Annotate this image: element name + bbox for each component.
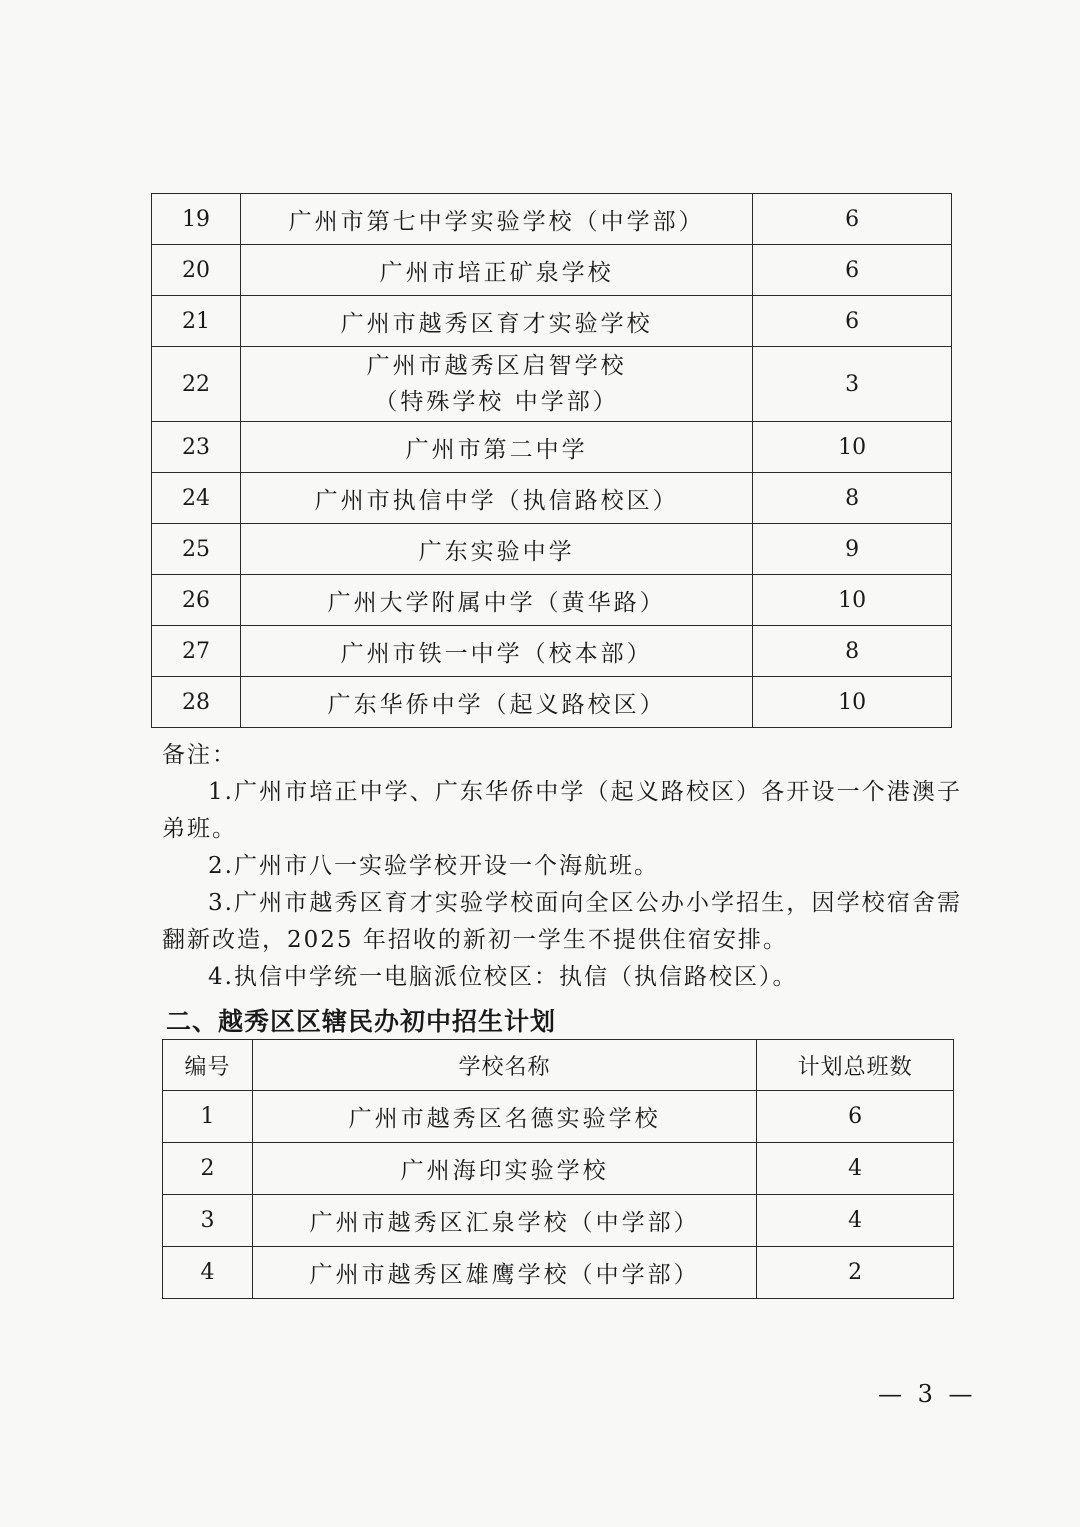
header-number: 编号 <box>163 1040 253 1091</box>
class-count: 6 <box>753 194 952 245</box>
class-count: 4 <box>757 1195 954 1247</box>
row-number: 25 <box>152 524 241 575</box>
school-name: 广东华侨中学（起义路校区） <box>240 677 752 728</box>
row-number: 26 <box>152 575 241 626</box>
school-name: 广州市第七中学实验学校（中学部） <box>240 194 752 245</box>
table-row <box>152 473 952 524</box>
school-name: 广东实验中学 <box>240 524 752 575</box>
table-row <box>163 1143 954 1195</box>
school-name: 广州市铁一中学（校本部） <box>240 626 752 677</box>
section-heading: 二、越秀区区辖民办初中招生计划 <box>166 1007 557 1036</box>
row-number: 4 <box>163 1247 253 1299</box>
school-name: 广州市越秀区名德实验学校 <box>252 1091 756 1143</box>
row-number: 2 <box>163 1143 253 1195</box>
row-number: 19 <box>152 194 241 245</box>
row-number: 21 <box>152 296 241 347</box>
remark-item-2: 2.广州市八一实验学校开设一个海航班。 <box>208 853 659 879</box>
class-count: 6 <box>757 1091 954 1143</box>
table-row <box>152 677 952 728</box>
row-number: 3 <box>163 1195 253 1247</box>
row-number: 24 <box>152 473 241 524</box>
table-row <box>152 626 952 677</box>
remark-item-1: 1.广州市培正中学、广东华侨中学（起义路校区）各开设一个港澳子弟班。 <box>162 779 962 842</box>
remarks-section <box>162 737 962 996</box>
school-name: 广州市越秀区育才实验学校 <box>240 296 752 347</box>
private-school-plan-table <box>162 1039 954 1299</box>
table-row <box>152 524 952 575</box>
row-number: 28 <box>152 677 241 728</box>
school-name: 广州市第二中学 <box>240 422 752 473</box>
school-name: 广州市培正矿泉学校 <box>240 245 752 296</box>
class-count: 3 <box>753 347 952 422</box>
class-count: 2 <box>757 1247 954 1299</box>
class-count: 10 <box>753 677 952 728</box>
header-school-name: 学校名称 <box>252 1040 756 1091</box>
school-name: 广州海印实验学校 <box>252 1143 756 1195</box>
school-name <box>240 347 752 422</box>
class-count: 6 <box>753 245 952 296</box>
table-row <box>152 575 952 626</box>
school-plan-table-continued <box>151 193 952 728</box>
school-name: 广州大学附属中学（黄华路） <box>240 575 752 626</box>
school-name-line-2: （特殊学校 中学部） <box>374 389 619 415</box>
table-row <box>152 347 952 422</box>
school-name-line-1: 广州市越秀区启智学校 <box>366 353 627 379</box>
table-row <box>163 1247 954 1299</box>
class-count: 8 <box>753 473 952 524</box>
row-number: 23 <box>152 422 241 473</box>
table-header-row <box>163 1040 954 1091</box>
school-name: 广州市执信中学（执信路校区） <box>240 473 752 524</box>
page-number: — 3 — <box>878 1380 977 1408</box>
table-row <box>152 296 952 347</box>
remarks-label: 备注： <box>162 742 237 768</box>
class-count: 9 <box>753 524 952 575</box>
remark-item-4: 4.执信中学统一电脑派位校区：执信（执信路校区）。 <box>208 964 798 990</box>
table-row <box>163 1195 954 1247</box>
row-number: 1 <box>163 1091 253 1143</box>
class-count: 10 <box>753 422 952 473</box>
school-name: 广州市越秀区雄鹰学校（中学部） <box>252 1247 756 1299</box>
class-count: 10 <box>753 575 952 626</box>
table-row <box>163 1091 954 1143</box>
class-count: 4 <box>757 1143 954 1195</box>
class-count: 8 <box>753 626 952 677</box>
remark-item-3: 3.广州市越秀区育才实验学校面向全区公办小学招生，因学校宿舍需翻新改造，2025 年招收的新初一学生不提供住宿安排。 <box>162 890 962 953</box>
school-name: 广州市越秀区汇泉学校（中学部） <box>252 1195 756 1247</box>
row-number: 22 <box>152 347 241 422</box>
table-row <box>152 194 952 245</box>
header-class-count: 计划总班数 <box>757 1040 954 1091</box>
class-count: 6 <box>753 296 952 347</box>
table-row <box>152 422 952 473</box>
row-number: 27 <box>152 626 241 677</box>
table-row <box>152 245 952 296</box>
row-number: 20 <box>152 245 241 296</box>
